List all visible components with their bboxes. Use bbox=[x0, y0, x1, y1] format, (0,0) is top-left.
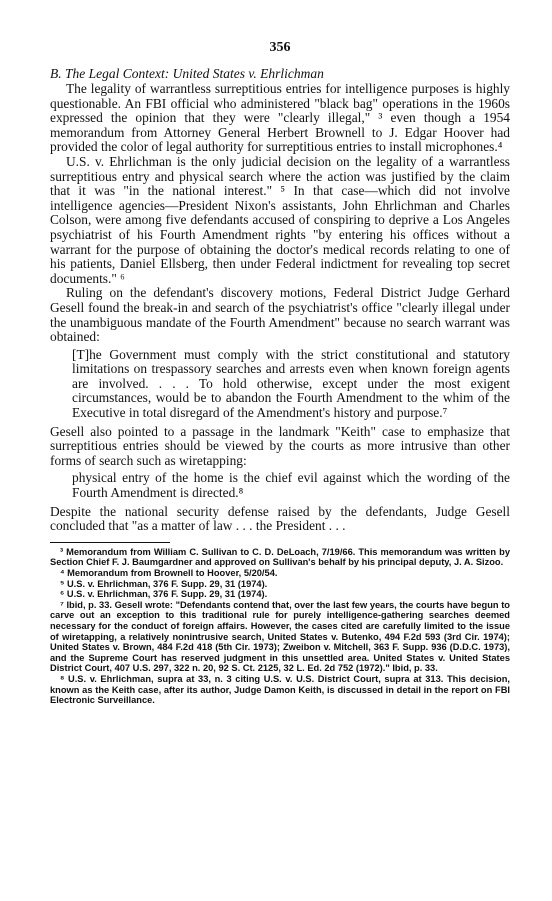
paragraph-conclusion: Despite the national security defense raised by the defendants, Judge Gesell concluded that "as a matter of law . . . the President . . . bbox=[50, 503, 510, 534]
footnote-7: ⁷ Ibid, p. 33. Gesell wrote: "Defendants contend that, over the last few years, the courts have begun to carve out an exception to this traditional rule for purely intelligence-gathering searches deemed necessary for the conduct of foreign affairs. However, the cases cited are carefully limited to the issue of wiretapping, a relatively nonintrusive search, United States v. Butenko, 494 F.2d 593 (3rd Cir. 1974); United States v. Brown, 484 F.2d 418 (5th Cir. 1973); Zweibon v. Mitchell, 363 F. Supp. 936 (D.D.C. 1973), and the Supreme Court has reserved judgment in this unsettled area. United States v. United States District Court, 407 U.S. 297, 322 n. 20, 92 S. Ct. 2125, 32 L. Ed. 2d 752 (1972)." Ibid, p. 33. bbox=[50, 599, 510, 674]
document-page bbox=[50, 40, 510, 706]
paragraph-ehrlichman-case: U.S. v. Ehrlichman is the only judicial decision on the legality of a warrantless surreptitious entry and physical search where the action was justified by the claim that it was "in the national interest." ⁵ In that case—which did not involve intelligence agencies—President Nixon's assistants, John Ehrlichman and Charles Colson, were among five defendants accused of conspiring to deprive a Los Angeles psychiatrist of his Fourth Amendment rights "by entering his offices without a warrant for the purpose of obtaining the doctor's medical records relating to one of his patients, Daniel Ellsberg, then under Federal indictment for revealing top secret documents." ⁶ bbox=[50, 153, 510, 286]
paragraph-discovery-motions: Ruling on the defendant's discovery motions, Federal District Judge Gerhard Gesell found the break-in and search of the psychiatrist's office "clearly illegal under the unambiguous mandate of the Fourth Amendment" because no search warrant was obtained: bbox=[50, 285, 510, 345]
paragraph-keith: Gesell also pointed to a passage in the landmark "Keith" case to emphasize that surreptitious entries should be viewed by the courts as more intrusive than other forms of search such as wiretapping: bbox=[50, 423, 510, 468]
footnote-8: ⁸ U.S. v. Ehrlichman, supra at 33, n. 3 citing U.S. v. U.S. District Court, supra at 313. This decision, known as the Keith case, after its author, Judge Damon Keith, is discussed in detail in the report on FBI Electronic Surveillance. bbox=[50, 673, 510, 706]
footnote-3: ³ Memorandum from William C. Sullivan to C. D. DeLoach, 7/19/66. This memorandum was written by Section Chief F. J. Baumgardner and approved on Sullivan's behalf by his principal deputy, J. A. Sizoo. bbox=[50, 546, 510, 568]
page-number: 356 bbox=[269, 40, 291, 55]
footnote-4: ⁴ Memorandum from Brownell to Hoover, 5/20/54. bbox=[60, 568, 278, 578]
footnote-divider bbox=[50, 542, 170, 543]
block-quote-government: [T]he Government must comply with the strict constitutional and statutory limitations on trespassory searches and arrests even when known foreign agents are involved. . . . To hold otherwise, except under the most exigent circumstances, would be to abandon the Fourth Amendment to the whim of the Executive in total disregard of the Amendment's history and purpose.⁷ bbox=[72, 346, 510, 421]
paragraph-legality: The legality of warrantless surreptitious entries for intelligence purposes is highly questionable. An FBI official who administered "black bag" operations in the 1960s expressed the opinion that they were "clearly illegal," ³ even though a 1954 memorandum from Attorney General Herbert Brownell to J. Edgar Hoover had provided the color of legal authority for surreptitious entries to install microphones.⁴ bbox=[50, 81, 510, 155]
footnotes bbox=[50, 547, 510, 706]
block-quote-keith: physical entry of the home is the chief evil against which the wording of the Fourth Amendment is directed.⁸ bbox=[72, 470, 510, 501]
section-heading: B. The Legal Context: United States v. Ehrlichman bbox=[50, 66, 324, 81]
footnote-6: ⁶ U.S. v. Ehrlichman, 376 F. Supp. 29, 31 (1974). bbox=[60, 589, 268, 600]
footnote-5: ⁵ U.S. v. Ehrlichman, 376 F. Supp. 29, 31 (1974). bbox=[60, 578, 268, 589]
